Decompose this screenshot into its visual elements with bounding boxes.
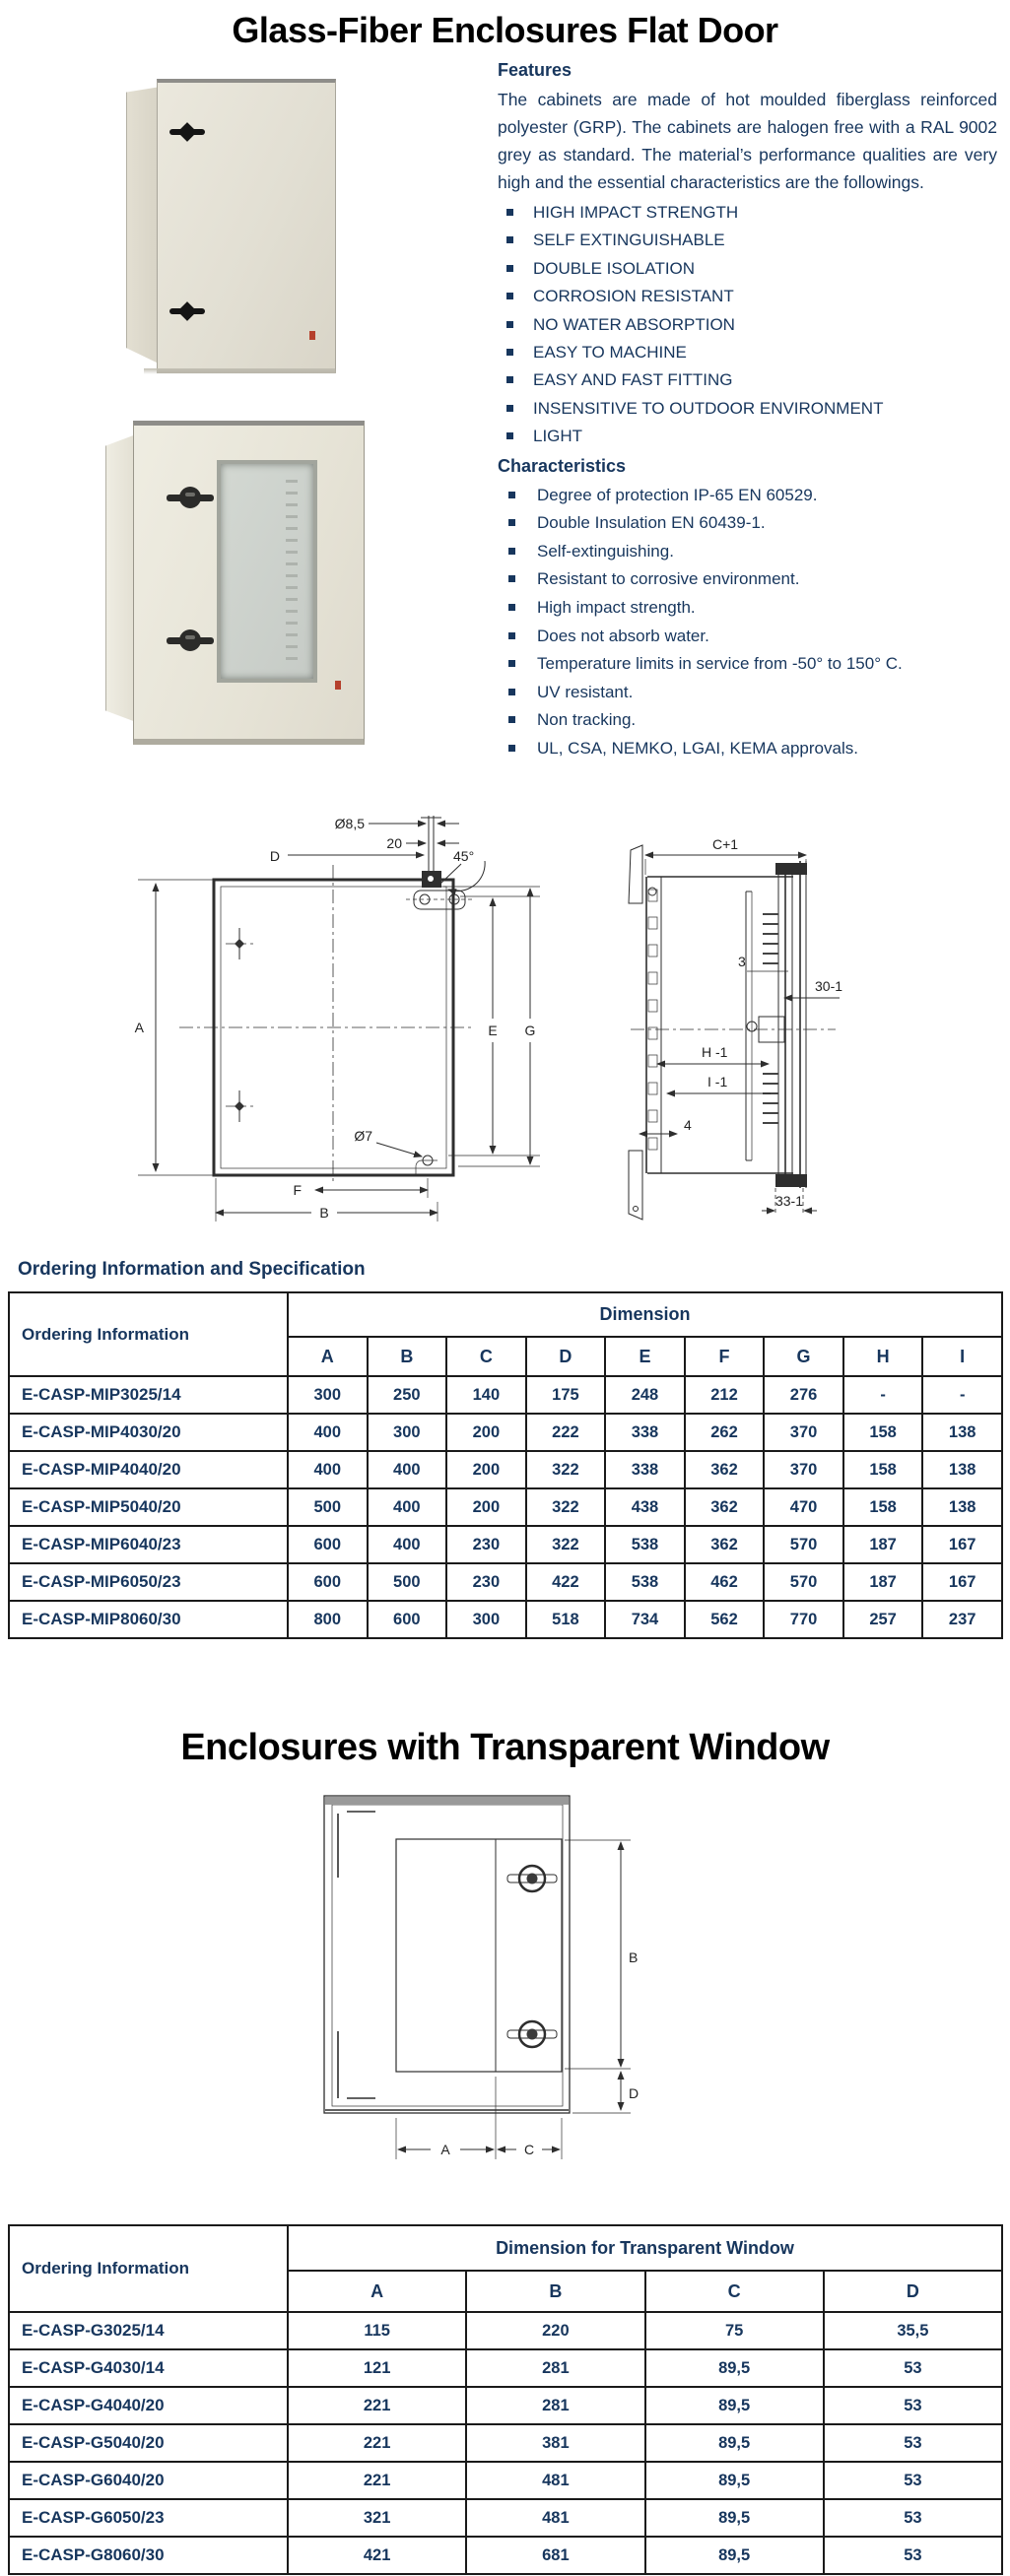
dim-value: 138 [922,1451,1002,1488]
dim-value: 500 [368,1563,447,1601]
spec-table-flat-door [8,1291,1003,1639]
order-code: E-CASP-G4040/20 [9,2387,288,2424]
dim-value: 800 [288,1601,368,1638]
bullet-item: Degree of protection IP-65 EN 60529. [498,482,997,510]
dim-label-d: D [269,848,280,864]
table-row [9,2349,1002,2387]
dim-value: 300 [446,1601,526,1638]
dim-value: 462 [685,1563,765,1601]
brand-mark [309,331,315,340]
table-row [9,2424,1002,2462]
bullet-item: LIGHT [498,423,997,450]
dim-value: 281 [466,2387,644,2424]
dim-value: 53 [824,2462,1002,2499]
col-header: D [824,2271,1002,2312]
dim-value: 230 [446,1526,526,1563]
feature-column [498,57,997,763]
table-row [9,1526,1002,1563]
dim-value: 422 [526,1563,606,1601]
dim-value: 338 [605,1451,685,1488]
dim-value: 400 [288,1451,368,1488]
dim-value: 362 [685,1488,765,1526]
col-header: E [605,1337,685,1376]
dim-label-a: A [134,1020,144,1035]
dim-value: 53 [824,2349,1002,2387]
dim-value: 89,5 [645,2537,824,2574]
bullet-item: UV resistant. [498,679,997,707]
bullet-item: EASY AND FAST FITTING [498,366,997,394]
dim-value: 481 [466,2499,644,2537]
dim-value: 200 [446,1414,526,1451]
window-section-title: Enclosures with Transparent Window [180,1727,830,1768]
order-code: E-CASP-MIP8060/30 [9,1601,288,1638]
dim-value: 212 [685,1376,765,1414]
enclosure-side-face [126,87,161,364]
product-photo-window-door [105,421,365,746]
dim-value: 370 [764,1451,843,1488]
table-row [9,2499,1002,2537]
door-lock-icon [169,301,205,321]
dim-value: 158 [843,1488,923,1526]
ordering-heading: Ordering Information and Specification [18,1259,366,1280]
dim-value: 381 [466,2424,644,2462]
dim-value: 500 [288,1488,368,1526]
col-header: D [526,1337,606,1376]
characteristics-list [498,482,997,763]
table-row [9,2387,1002,2424]
dim-value: 89,5 [645,2424,824,2462]
dim-value: 89,5 [645,2499,824,2537]
dim-value: 167 [922,1563,1002,1601]
bullet-item: Temperature limits in service from -50° to 150° C. [498,650,997,679]
dim-value: 35,5 [824,2312,1002,2349]
dim-value: 400 [368,1451,447,1488]
dim-label-h: H -1 [702,1044,728,1060]
col-header: A [288,1337,368,1376]
dim-value: 600 [288,1526,368,1563]
order-code: E-CASP-G4030/14 [9,2349,288,2387]
col-header: B [466,2271,644,2312]
dim-value: 89,5 [645,2462,824,2499]
dim-label-c1: C+1 [711,836,739,852]
features-list [498,199,997,451]
dim-label-b: B [629,1949,639,1965]
dim-value: 400 [368,1526,447,1563]
dim-value: 221 [288,2387,466,2424]
dim-value: 322 [526,1526,606,1563]
dim-label-4: 4 [684,1117,692,1133]
order-code: E-CASP-MIP6040/23 [9,1526,288,1563]
dim-value: 362 [685,1451,765,1488]
din-rail-detail [286,480,298,663]
dim-value: 600 [288,1563,368,1601]
dim-value: 221 [288,2424,466,2462]
col-header: C [645,2271,824,2312]
dim-label-e: E [488,1023,498,1038]
col-header: G [764,1337,843,1376]
table-row [9,1488,1002,1526]
bullet-item: HIGH IMPACT STRENGTH [498,199,997,227]
dim-value: 220 [466,2312,644,2349]
table-row [9,1376,1002,1414]
rail-serration [648,890,657,1150]
dim-value: - [922,1376,1002,1414]
dim-value: 53 [824,2499,1002,2537]
dim-label-d: D [629,2085,640,2101]
dim-value: 734 [605,1601,685,1638]
product-photo-flat-door [126,79,335,370]
door-lock-icon [169,122,205,142]
dim-label-b: B [319,1205,329,1221]
dim-value: 362 [685,1526,765,1563]
dim-value: 538 [605,1526,685,1563]
order-code: E-CASP-G3025/14 [9,2312,288,2349]
table-row [9,1451,1002,1488]
dim-value: 89,5 [645,2387,824,2424]
dim-value: 138 [922,1488,1002,1526]
order-code: E-CASP-G6050/23 [9,2499,288,2537]
dim-value: 53 [824,2387,1002,2424]
bullet-item: Non tracking. [498,706,997,735]
dim-label-33: 33-1 [774,1193,804,1209]
order-code: E-CASP-MIP3025/14 [9,1376,288,1414]
table-row [9,1563,1002,1601]
enclosure-side-face [105,434,136,722]
dim-value: 53 [824,2424,1002,2462]
bullet-item: Self-extinguishing. [498,538,997,566]
dim-value: 158 [843,1414,923,1451]
characteristics-heading: Characteristics [498,455,627,476]
order-code: E-CASP-MIP5040/20 [9,1488,288,1526]
door-latch-icon [167,627,214,653]
dim-value: - [843,1376,923,1414]
dim-value: 518 [526,1601,606,1638]
bullet-item: Resistant to corrosive environment. [498,565,997,594]
table-row [9,1601,1002,1638]
dim-value: 438 [605,1488,685,1526]
dim-value: 421 [288,2537,466,2574]
dim-value: 237 [922,1601,1002,1638]
order-code: E-CASP-G5040/20 [9,2424,288,2462]
dim-value: 115 [288,2312,466,2349]
dim-value: 370 [764,1414,843,1451]
table-row [9,2312,1002,2349]
bullet-item: NO WATER ABSORPTION [498,311,997,339]
transparent-window [217,460,317,683]
dim-label-3: 3 [738,954,746,969]
table-row [9,2462,1002,2499]
dim-value: 470 [764,1488,843,1526]
dim-value: 200 [446,1451,526,1488]
dim-value: 221 [288,2462,466,2499]
dim-label-angle: 45° [453,848,475,864]
brand-mark [335,681,341,690]
dim-label-f: F [293,1182,302,1198]
bullet-item: DOUBLE ISOLATION [498,255,997,283]
col-header: A [288,2271,466,2312]
dim-value: 53 [824,2537,1002,2574]
dim-label-20: 20 [386,835,402,851]
order-code: E-CASP-MIP4030/20 [9,1414,288,1451]
dim-value: 681 [466,2537,644,2574]
dim-value: 167 [922,1526,1002,1563]
dim-value: 75 [645,2312,824,2349]
dim-value: 175 [526,1376,606,1414]
dim-value: 338 [605,1414,685,1451]
dim-label-i: I -1 [707,1074,728,1090]
col-header-ordering: Ordering Information [9,1292,288,1376]
door-latch-icon [167,485,214,510]
dim-label-30: 30-1 [815,978,843,994]
dim-value: 321 [288,2499,466,2537]
col-header: B [368,1337,447,1376]
dim-label-dia-top: Ø8,5 [334,816,365,831]
dim-label-a: A [440,2142,450,2157]
window-latch-icon [507,2021,557,2047]
dim-label-g: G [524,1023,536,1038]
dim-value: 400 [288,1414,368,1451]
col-header: H [843,1337,923,1376]
technical-drawing-window-view [0,1783,1010,2172]
order-code: E-CASP-MIP6050/23 [9,1563,288,1601]
dim-value: 262 [685,1414,765,1451]
col-header: C [446,1337,526,1376]
dim-label-dia-bottom: Ø7 [354,1128,372,1144]
dim-value: 538 [605,1563,685,1601]
bullet-item: High impact strength. [498,594,997,623]
bullet-item: INSENSITIVE TO OUTDOOR ENVIRONMENT [498,395,997,423]
dim-value: 400 [368,1488,447,1526]
dim-value: 121 [288,2349,466,2387]
window-latch-icon [507,1866,557,1891]
dim-value: 322 [526,1451,606,1488]
col-header-dimension: Dimension [288,1292,1002,1337]
mounting-hole-symbol [226,1090,253,1122]
page-title: Glass-Fiber Enclosures Flat Door [232,10,778,50]
photo-shadow [144,368,335,374]
dim-value: 570 [764,1563,843,1601]
col-header-ordering: Ordering Information [9,2225,288,2312]
spec-table-window [8,2224,1003,2575]
col-header: I [922,1337,1002,1376]
dim-value: 300 [288,1376,368,1414]
dim-value: 187 [843,1563,923,1601]
dim-value: 140 [446,1376,526,1414]
dim-value: 770 [764,1601,843,1638]
dim-value: 300 [368,1414,447,1451]
dim-value: 250 [368,1376,447,1414]
bullet-item: CORROSION RESISTANT [498,283,997,310]
dim-value: 158 [843,1451,923,1488]
features-heading: Features [498,60,572,80]
dim-value: 222 [526,1414,606,1451]
dim-value: 281 [466,2349,644,2387]
bullet-item: SELF EXTINGUISHABLE [498,227,997,254]
dim-value: 570 [764,1526,843,1563]
dim-value: 89,5 [645,2349,824,2387]
dim-value: 562 [685,1601,765,1638]
order-code: E-CASP-G6040/20 [9,2462,288,2499]
dim-value: 138 [922,1414,1002,1451]
gasket-hatch [763,914,778,1123]
dim-value: 481 [466,2462,644,2499]
dim-value: 257 [843,1601,923,1638]
dim-value: 230 [446,1563,526,1601]
bullet-item: Double Insulation EN 60439-1. [498,509,997,538]
order-code: E-CASP-MIP4040/20 [9,1451,288,1488]
features-paragraph: The cabinets are made of hot moulded fiberglass reinforced polyester (GRP). The cabinets are halogen free with a RAL 9002 grey as standard. The material’s performance qualities are very high and the essential characteristics are the followings. [498,90,997,192]
dim-label-c: C [523,2142,535,2157]
table-row [9,2537,1002,2574]
col-header: F [685,1337,765,1376]
dim-value: 187 [843,1526,923,1563]
dim-value: 248 [605,1376,685,1414]
bullet-item: Does not absorb water. [498,623,997,651]
order-code: E-CASP-G8060/30 [9,2537,288,2574]
dim-value: 276 [764,1376,843,1414]
mounting-hole-symbol [226,928,253,959]
table-row [9,1414,1002,1451]
bullet-item: EASY TO MACHINE [498,339,997,366]
dim-value: 322 [526,1488,606,1526]
dim-value: 200 [446,1488,526,1526]
technical-drawings-flat-door [0,788,1010,1251]
bullet-item: UL, CSA, NEMKO, LGAI, KEMA approvals. [498,735,997,763]
col-header-dimension: Dimension for Transparent Window [288,2225,1002,2271]
dim-value: 600 [368,1601,447,1638]
